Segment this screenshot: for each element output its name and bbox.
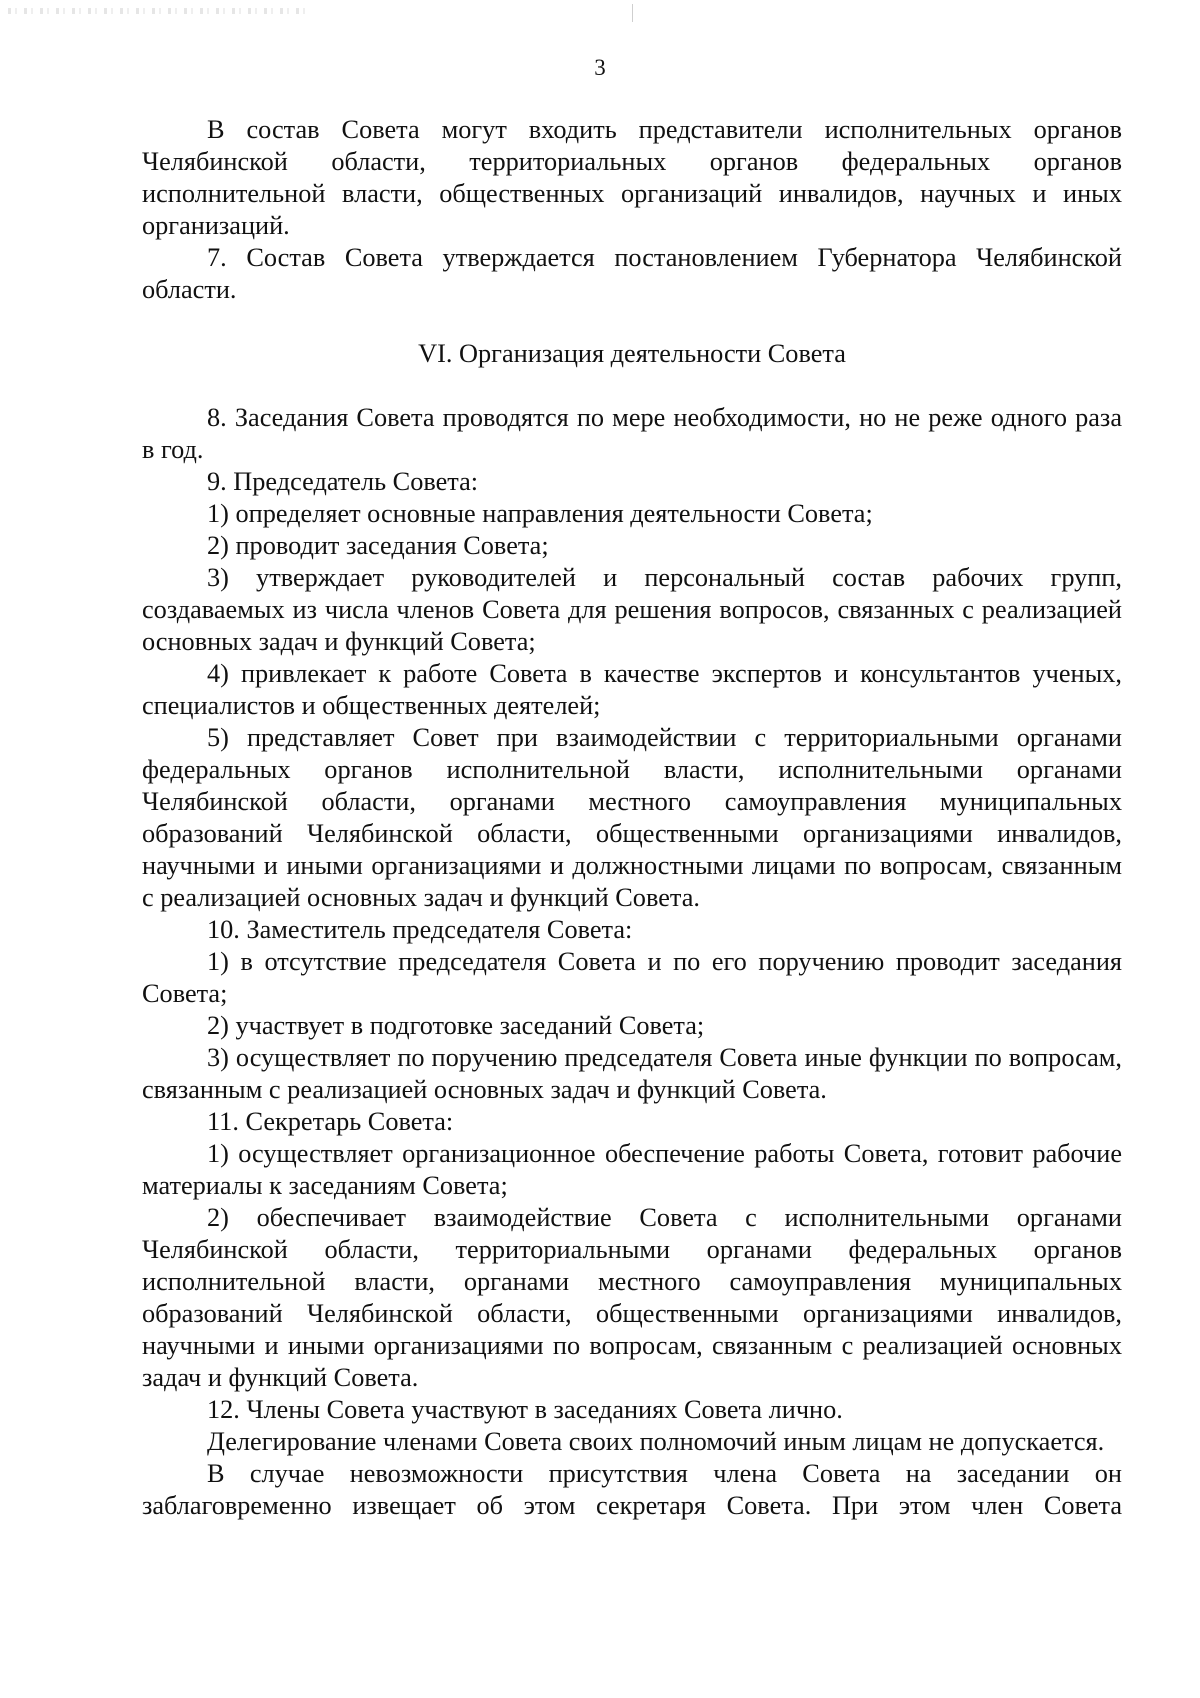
paragraph-item-9-4: 4) привлекает к работе Совета в качестве экспертов и консультантов ученых, специалистов и общественных деятелей; <box>142 659 1122 720</box>
paragraph-item-9-5: 5) представляет Совет при взаимодействии с территориальными органами федеральных органов исполнительной власти, исполнительными органами Челябинской области, органами местного самоуправления муниципальных образований Челябинской области, общественными организациями инвалидов, научными и иными организациями и должностными лицами по вопросам, связанным с реализацией основных задач и функций Совета. <box>142 723 1122 912</box>
paragraph-item-10-1: 1) в отсутствие председателя Совета и по его поручению проводит заседания Совета; <box>142 947 1122 1008</box>
paragraph-item-8: 8. Заседания Совета проводятся по мере необходимости, но не реже одного раза в год. <box>142 403 1122 464</box>
paragraph-item-9-3: 3) утверждает руководителей и персональный состав рабочих групп, создаваемых из числа членов Совета для решения вопросов, связанных с реализацией основных задач и функций Совета; <box>142 563 1122 656</box>
paragraph-item-11-1: 1) осуществляет организационное обеспечение работы Совета, готовит рабочие материалы к заседаниям Совета; <box>142 1139 1122 1200</box>
paragraph-absence: В случае невозможности присутствия члена Совета на заседании он заблаговременно извещает об этом секретаря Совета. При этом член Совета <box>142 1459 1122 1520</box>
scan-artifact <box>8 8 308 14</box>
paragraph-item-11: 11. Секретарь Совета: <box>207 1107 454 1136</box>
section-title: VI. Организация деятельности Совета <box>418 339 846 368</box>
paragraph-item-12: 12. Члены Совета участвуют в заседаниях Совета лично. <box>207 1395 843 1424</box>
document-body <box>142 114 1122 1522</box>
paragraph-item-11-2: 2) обеспечивает взаимодействие Совета с исполнительными органами Челябинской области, территориальными органами федеральных органов исполнительной власти, органами местного самоуправления муниципальных образований Челябинской области, общественными организациями инвалидов, научными и иными организациями по вопросам, связанным с реализацией основных задач и функций Совета. <box>142 1203 1122 1392</box>
page-number: 3 <box>594 55 606 80</box>
paragraph-council-composition: В состав Совета могут входить представители исполнительных органов Челябинской области, территориальных органов федеральных органов исполнительной власти, общественных организаций инвалидов, научных и иных организаций. <box>142 115 1122 240</box>
paragraph-item-9-1: 1) определяет основные направления деятельности Совета; <box>207 499 873 528</box>
paragraph-item-10: 10. Заместитель председателя Совета: <box>207 915 633 944</box>
paragraph-item-10-3: 3) осуществляет по поручению председателя Совета иные функции по вопросам, связанным с реализацией основных задач и функций Совета. <box>142 1043 1122 1104</box>
paragraph-delegation: Делегирование членами Совета своих полномочий иным лицам не допускается. <box>207 1427 1105 1456</box>
scan-artifact-mark <box>632 4 633 22</box>
paragraph-item-10-2: 2) участвует в подготовке заседаний Совета; <box>207 1011 705 1040</box>
paragraph-item-9: 9. Председатель Совета: <box>207 467 479 496</box>
paragraph-item-7: 7. Состав Совета утверждается постановлением Губернатора Челябинской области. <box>142 243 1122 304</box>
paragraph-item-9-2: 2) проводит заседания Совета; <box>207 531 549 560</box>
